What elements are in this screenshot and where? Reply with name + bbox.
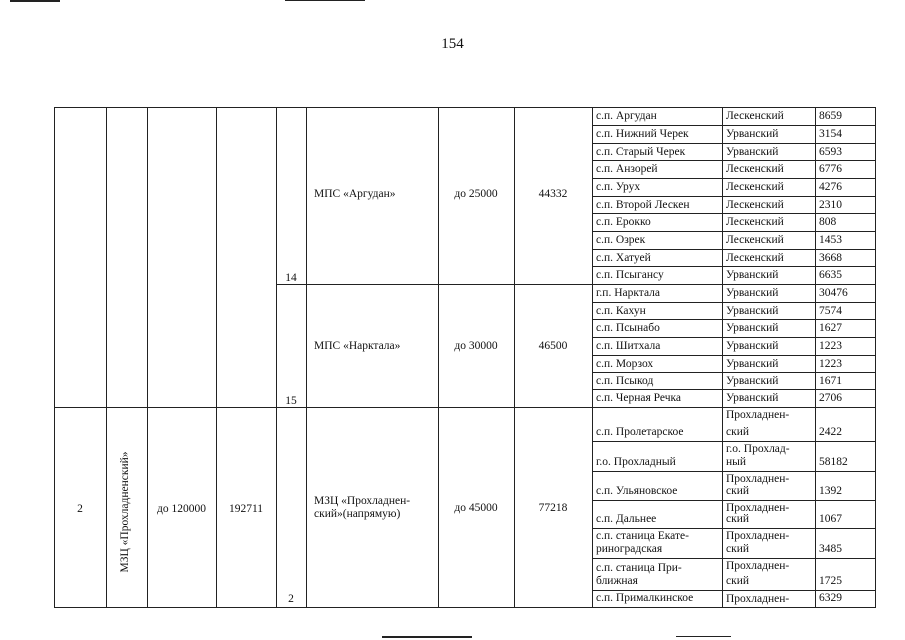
zone-divider bbox=[54, 407, 876, 408]
settlement-name-line2: риноградская bbox=[596, 543, 663, 555]
settlement-population: 808 bbox=[819, 216, 837, 228]
column-line bbox=[106, 107, 107, 608]
settlement-population: 2310 bbox=[819, 199, 842, 211]
column-line bbox=[438, 107, 439, 608]
column-line bbox=[54, 107, 55, 608]
district-name-line2: ский bbox=[726, 543, 749, 555]
district-name: Лескенский bbox=[726, 181, 784, 193]
settlement-name: с.п. Хатуей bbox=[596, 252, 651, 264]
district-name: Урванский bbox=[726, 358, 779, 370]
settlement-population: 2706 bbox=[819, 392, 842, 404]
settlement-name: г.о. Прохладный bbox=[596, 456, 676, 468]
group-divider bbox=[276, 284, 876, 285]
district-name: Лескенский bbox=[726, 216, 784, 228]
district-name-line2: ский bbox=[726, 426, 749, 438]
district-name-line2: ский bbox=[726, 513, 749, 525]
settlement-population: 7574 bbox=[819, 305, 842, 317]
row-line bbox=[592, 590, 876, 591]
settlement-name: с.п. Анзорей bbox=[596, 163, 658, 175]
settlement-population: 1067 bbox=[819, 513, 842, 525]
zone-sub-name-line1: МЗЦ «Прохладнен- bbox=[314, 495, 411, 507]
settlement-name-line2: ближная bbox=[596, 575, 638, 587]
settlement-name: с.п. Ульяновское bbox=[596, 485, 678, 497]
settlement-population: 6593 bbox=[819, 146, 842, 158]
settlement-name: с.п. Второй Лескен bbox=[596, 199, 690, 211]
column-line bbox=[306, 107, 307, 608]
group-name-15: МПС «Нарктала» bbox=[314, 340, 401, 352]
settlement-name: с.п. Псыкод bbox=[596, 375, 654, 387]
settlement-population: 30476 bbox=[819, 287, 848, 299]
column-line bbox=[875, 107, 876, 608]
settlement-population: 1223 bbox=[819, 358, 842, 370]
district-name: Лескенский bbox=[726, 252, 784, 264]
settlement-name: г.п. Нарктала bbox=[596, 287, 661, 299]
row-line bbox=[592, 500, 876, 501]
group-capacity-14: до 25000 bbox=[454, 188, 498, 200]
settlement-population: 1627 bbox=[819, 322, 842, 334]
zone-name-vertical: МЗЦ «Прохладненский» bbox=[119, 451, 131, 573]
district-name-line2: ский bbox=[726, 485, 749, 497]
district-name: Урванский bbox=[726, 146, 779, 158]
district-name: Урванский bbox=[726, 287, 779, 299]
row-line bbox=[592, 160, 876, 161]
zone-sub-name-line2: ский»(напрямую) bbox=[314, 508, 401, 520]
group-population-14: 44332 bbox=[538, 188, 568, 200]
district-name: Урванский bbox=[726, 322, 779, 334]
row-line bbox=[592, 558, 876, 559]
settlement-population: 1392 bbox=[819, 485, 842, 497]
group-population-15: 46500 bbox=[538, 340, 568, 352]
group-number-14: 14 bbox=[285, 272, 297, 284]
settlement-population: 2422 bbox=[819, 426, 842, 438]
row-line bbox=[592, 528, 876, 529]
settlement-population: 6776 bbox=[819, 163, 842, 175]
column-line bbox=[147, 107, 148, 608]
zone-population: 192711 bbox=[228, 503, 264, 515]
column-line bbox=[276, 107, 277, 608]
row-line bbox=[592, 441, 876, 442]
row-line bbox=[592, 266, 876, 267]
column-line bbox=[815, 107, 816, 608]
row-line bbox=[592, 302, 876, 303]
page-number: 154 bbox=[441, 36, 464, 52]
row-line bbox=[592, 213, 876, 214]
district-name: Прохладнен- bbox=[726, 473, 790, 485]
settlement-population: 1671 bbox=[819, 375, 842, 387]
column-line bbox=[592, 107, 593, 608]
district-name: Прохладнен- bbox=[726, 560, 790, 572]
district-name: Урванский bbox=[726, 392, 779, 404]
district-name: Лескенский bbox=[726, 199, 784, 211]
row-line bbox=[592, 125, 876, 126]
settlement-name: с.п. Черная Речка bbox=[596, 392, 681, 404]
settlement-name: с.п. Псынабо bbox=[596, 322, 660, 334]
settlement-name: с.п. Дальнее bbox=[596, 513, 657, 525]
row-line bbox=[592, 231, 876, 232]
settlement-name: с.п. Урух bbox=[596, 181, 641, 193]
row-line bbox=[592, 319, 876, 320]
settlement-population: 8659 bbox=[819, 110, 842, 122]
settlement-name: с.п. Псыгансу bbox=[596, 269, 664, 281]
zone-capacity: до 120000 bbox=[157, 503, 206, 515]
settlement-population: 1725 bbox=[819, 575, 842, 587]
settlement-population: 3485 bbox=[819, 543, 842, 555]
district-name: Урванский bbox=[726, 128, 779, 140]
row-line bbox=[592, 337, 876, 338]
zone-number: 2 bbox=[77, 503, 83, 515]
row-line bbox=[592, 471, 876, 472]
settlement-population: 3154 bbox=[819, 128, 842, 140]
settlement-name: с.п. Пролетарское bbox=[596, 426, 684, 438]
row-line bbox=[592, 355, 876, 356]
district-name: Прохладнен- bbox=[726, 502, 790, 514]
settlement-population: 1453 bbox=[819, 234, 842, 246]
district-name: Прохладнен- bbox=[726, 409, 790, 421]
row-line bbox=[592, 196, 876, 197]
district-name: Прохладнен- bbox=[726, 530, 790, 542]
settlement-name: с.п. Кахун bbox=[596, 305, 646, 317]
settlement-name: с.п. Аргудан bbox=[596, 110, 657, 122]
column-line bbox=[216, 107, 217, 608]
row-line bbox=[592, 389, 876, 390]
settlement-name: с.п. Ерокко bbox=[596, 216, 651, 228]
settlement-population: 6635 bbox=[819, 269, 842, 281]
district-name: Лескенский bbox=[726, 163, 784, 175]
settlement-name: с.п. Озрек bbox=[596, 234, 646, 246]
district-name: Урванский bbox=[726, 375, 779, 387]
settlement-population: 4276 bbox=[819, 181, 842, 193]
group-capacity-15: до 30000 bbox=[454, 340, 498, 352]
table-bottom-border bbox=[54, 607, 876, 608]
settlement-population: 58182 bbox=[819, 456, 848, 468]
settlement-name: с.п. станица При- bbox=[596, 562, 682, 574]
zone-sub-capacity: до 45000 bbox=[454, 502, 498, 514]
district-name: Лескенский bbox=[726, 234, 784, 246]
district-name: Урванский bbox=[726, 269, 779, 281]
settlement-name: с.п. Шитхала bbox=[596, 340, 661, 352]
settlement-name: с.п. Старый Черек bbox=[596, 146, 686, 158]
district-name: Прохладнен- bbox=[726, 593, 790, 605]
district-name: г.о. Прохлад- bbox=[726, 443, 790, 455]
column-line bbox=[722, 107, 723, 608]
row-line bbox=[592, 178, 876, 179]
district-name: Урванский bbox=[726, 340, 779, 352]
settlement-name: с.п. Прималкинское bbox=[596, 592, 694, 604]
column-line bbox=[514, 107, 515, 608]
row-line bbox=[592, 249, 876, 250]
district-name: Лескенский bbox=[726, 110, 784, 122]
group-name-14: МПС «Аргудан» bbox=[314, 188, 396, 200]
settlement-name: с.п. Морзох bbox=[596, 358, 654, 370]
district-name-line2: ный bbox=[726, 456, 747, 468]
row-line bbox=[592, 143, 876, 144]
zone-sub-number: 2 bbox=[288, 593, 294, 605]
settlement-population: 6329 bbox=[819, 592, 842, 604]
group-number-15: 15 bbox=[285, 395, 297, 407]
district-name: Урванский bbox=[726, 305, 779, 317]
settlement-name: с.п. станица Екате- bbox=[596, 530, 689, 542]
table-top-border bbox=[54, 107, 876, 108]
settlement-population: 3668 bbox=[819, 252, 842, 264]
district-name-line2: ский bbox=[726, 575, 749, 587]
settlement-population: 1223 bbox=[819, 340, 842, 352]
settlement-name: с.п. Нижний Черек bbox=[596, 128, 689, 140]
zone-sub-population: 77218 bbox=[538, 502, 568, 514]
row-line bbox=[592, 372, 876, 373]
